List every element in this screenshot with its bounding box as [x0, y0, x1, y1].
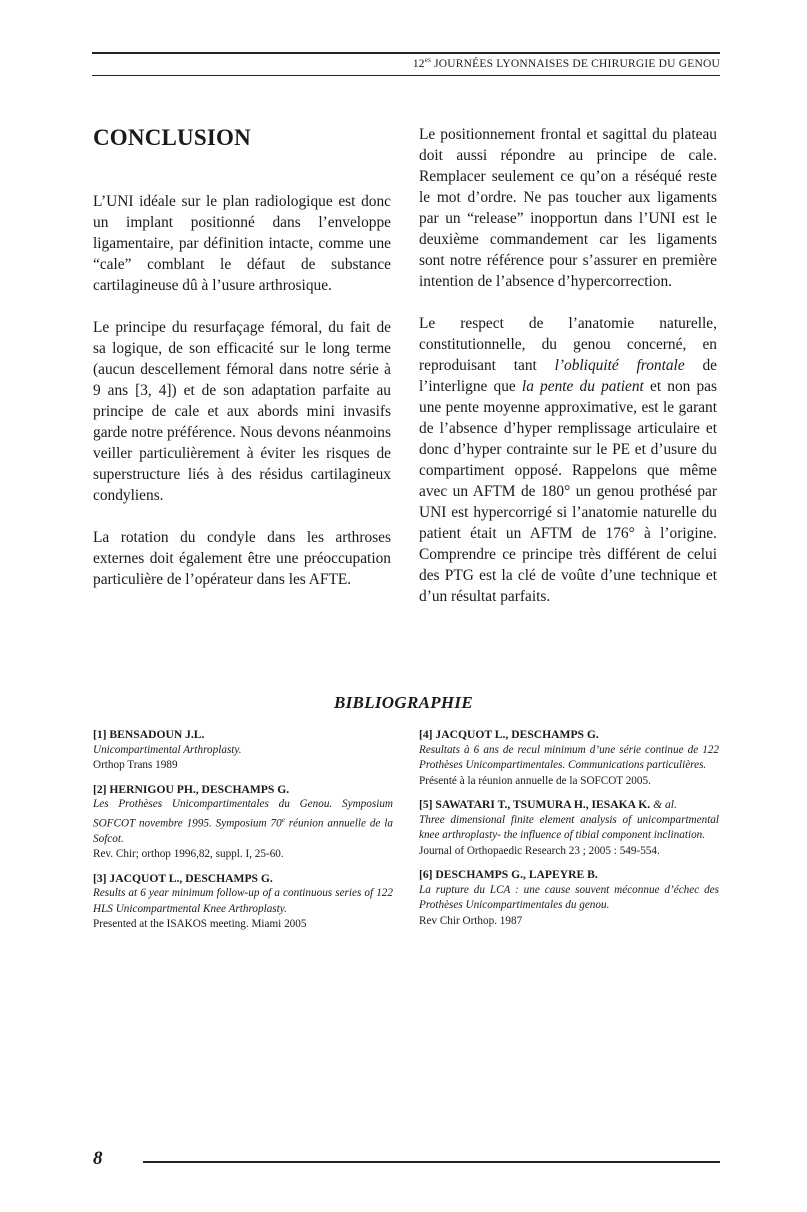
reference-item: [1] BENSADOUN J.L. Unicompartimental Arthroplasty. Orthop Trans 1989 — [93, 728, 242, 771]
page-number: 8 — [93, 1148, 103, 1169]
paragraph: L’UNI idéale sur le plan radiologique est donc un implant positionné dans l’enveloppe ligamentaire, par définition intacte, comme une “cale” comblant le défaut de substance cartilagineuse dû à l’usure arthrosique. — [93, 193, 391, 294]
running-head: $12^{es}$ JOURNÉES LYONNAISES DE CHIRURGIE DU GENOU — [412, 56, 720, 70]
reference-item: [3] JACQUOT L., DESCHAMPS G. Results at 6 year minimum follow-up of a continuous series of 122 HLS Unicompartmental Knee Arthroplasty. Presented at the ISAKOS meeting. Miami 2005 — [93, 871, 393, 931]
paragraph: Le principe du resurfaçage fémoral, du fait de sa logique, de son efficacité sur le long terme (aucun descellement fémoral dans notre série à 9 ans [3, 4]) et de son adaptation parfaite au principe de cale et aux abords mini invasifs garde notre préférence. Nous devons néanmoins veiller particulièrement à éviter les risques de superstructure liés à des résidus cartilagineux condyliens. — [93, 319, 391, 504]
section-title-conclusion: CONCLUSION — [93, 125, 251, 150]
paragraph: Le respect de l’anatomie naturelle, constitutionnelle, du genou concerné, en reproduisant tant l’obliquité frontale de l’interligne que la pente du patient et non pas une pente moyenne approximative, est le garant de l’absence d’hyper remplissage articulaire et donc d’hyper contrainte sur le PE et d’usure du compartiment opposé. Rappelons que même avec un AFTM de 180° un genou prothésé par UNI est hypercorrigé si l’anatomie naturelle du patient était un AFTM de 176° à l’origine. Comprendre ce principe très différent de celui des PTG est la clé de voûte d’une technique et d’un résultat parfaits. — [419, 315, 717, 605]
footer-rule — [143, 1161, 720, 1163]
reference-item: [2] HERNIGOU PH., DESCHAMPS G. Les Prothèses Unicompartimentales du Genou. Symposium SOFCOT novembre 1995. Symposium 70e réunion annuelle de la Sofcot. Rev. Chir; orthop 1996,82, suppl. I, 25-60. — [93, 782, 393, 861]
reference-item: [5] SAWATARI T., TSUMURA H., IESAKA K. & al. Three dimensional finite element analysis of unicompartmental knee arthroplasty- the influence of tibial component inclination. Journal of Orthopaedic Research 23 ; 2005 : 549-554. — [419, 798, 719, 857]
section-title-bibliographie: BIBLIOGRAPHIE — [334, 693, 473, 712]
bibliography-right-column — [419, 727, 719, 937]
reference-item: [6] DESCHAMPS G., LAPEYRE B. La rupture du LCA : une cause souvent méconnue d’échec des Prothèses Unicompartimentales du genou. Rev Chir Orthop. 1987 — [419, 868, 719, 927]
paragraph: Le positionnement frontal et sagittal du plateau doit aussi répondre au principe de cale. Remplacer seulement ce qu’on a réséqué reste le mot d’ordre. Ne pas toucher aux ligaments par un “release” inopportun dans l’UNI est le deuxième commandement car les ligaments sont notre référence pour s’assurer en première intention de l’absence d’hypercorrection. — [419, 126, 717, 290]
header-bottom-rule — [92, 75, 720, 76]
conclusion-left-column — [93, 124, 391, 611]
conclusion-right-column — [419, 124, 717, 628]
header-top-rule — [92, 52, 720, 54]
reference-item: [4] JACQUOT L., DESCHAMPS G. Resultats à 6 ans de recul minimum d’une série continue de 122 Prothèses Unicompartimentales. Communications particulières. Présenté à la réunion annuelle de la SOFCOT 2005. — [419, 728, 719, 787]
bibliography-left-column — [93, 727, 393, 941]
paragraph: La rotation du condyle dans les arthroses externes doit également être une préoccupation particulière de l’opérateur dans les AFTE. — [93, 529, 391, 588]
